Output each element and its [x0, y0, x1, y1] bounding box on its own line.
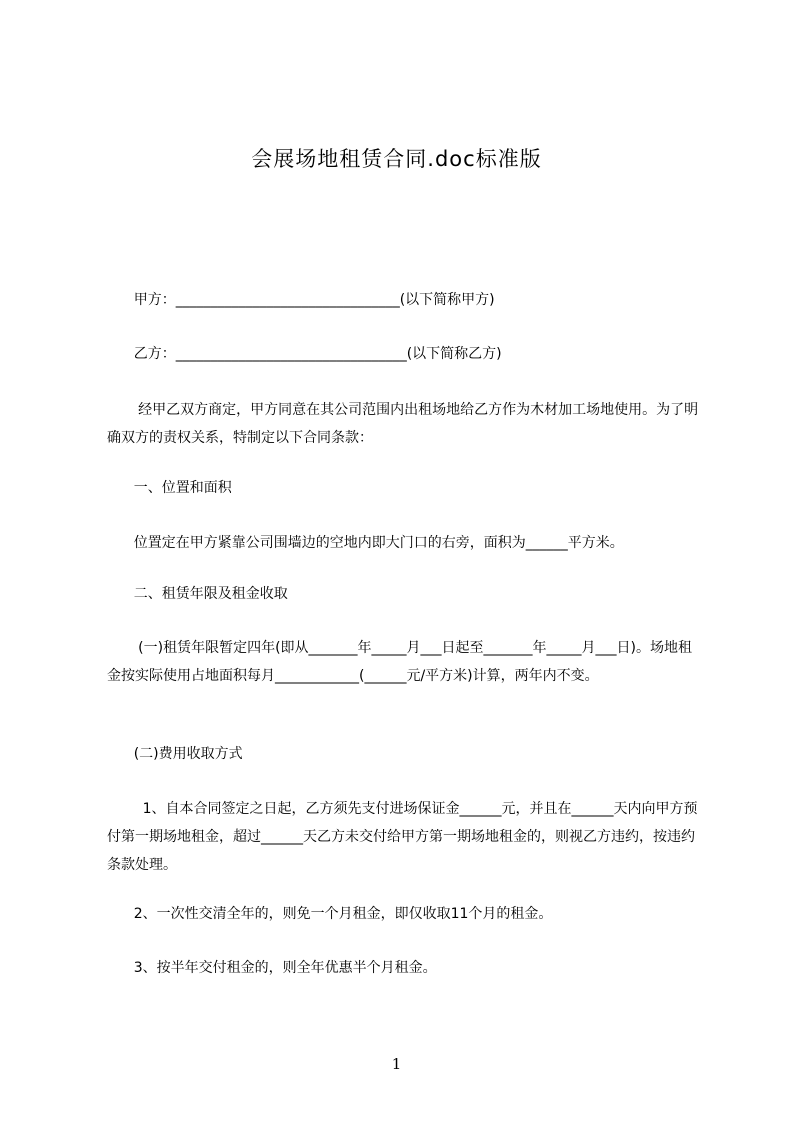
location-paragraph: 位置定在甲方紧靠公司围墙边的空地内即大门口的右旁，面积为______平方米。 [107, 535, 624, 551]
document-title: 会展场地租赁合同.doc标准版 [251, 147, 542, 171]
intro-paragraph: 经甲乙双方商定，甲方同意在其公司范围内出租场地给乙方作为木材加工场地使用。为了明确双方的责权关系，特制定以下合同条款： [107, 402, 699, 446]
clause-1-paragraph: 1、自本合同签定之日起，乙方须先支付进场保证金______元，并且在______天内向甲方预付第一期场地租金，超过______天乙方未交付给甲方第一期场地租金的，则视乙方违约，按违约条款处理。 [107, 801, 698, 873]
section-1-heading: 一、位置和面积 [107, 480, 232, 496]
clause-2-paragraph: 2、一次性交清全年的，则免一个月租金，即仅收取11个月的租金。 [107, 906, 553, 922]
fee-method-heading: (二)费用收取方式 [107, 746, 243, 762]
party-b-line: 乙方：_________________________________(以下简称乙方) [107, 346, 502, 362]
clause-3-paragraph: 3、按半年交付租金的，则全年优惠半个月租金。 [107, 960, 437, 976]
page-number: 1 [391, 1055, 402, 1073]
party-a-line: 甲方：________________________________(以下简称甲方) [107, 292, 495, 308]
section-2-heading: 二、租赁年限及租金收取 [107, 586, 288, 602]
lease-term-paragraph: (一)租赁年限暂定四年(即从_______年_____月___日起至_______年_____月___日)。场地租金按实际使用占地面积每月____________(______元/平方米)计算，两年内不变。 [107, 640, 693, 684]
